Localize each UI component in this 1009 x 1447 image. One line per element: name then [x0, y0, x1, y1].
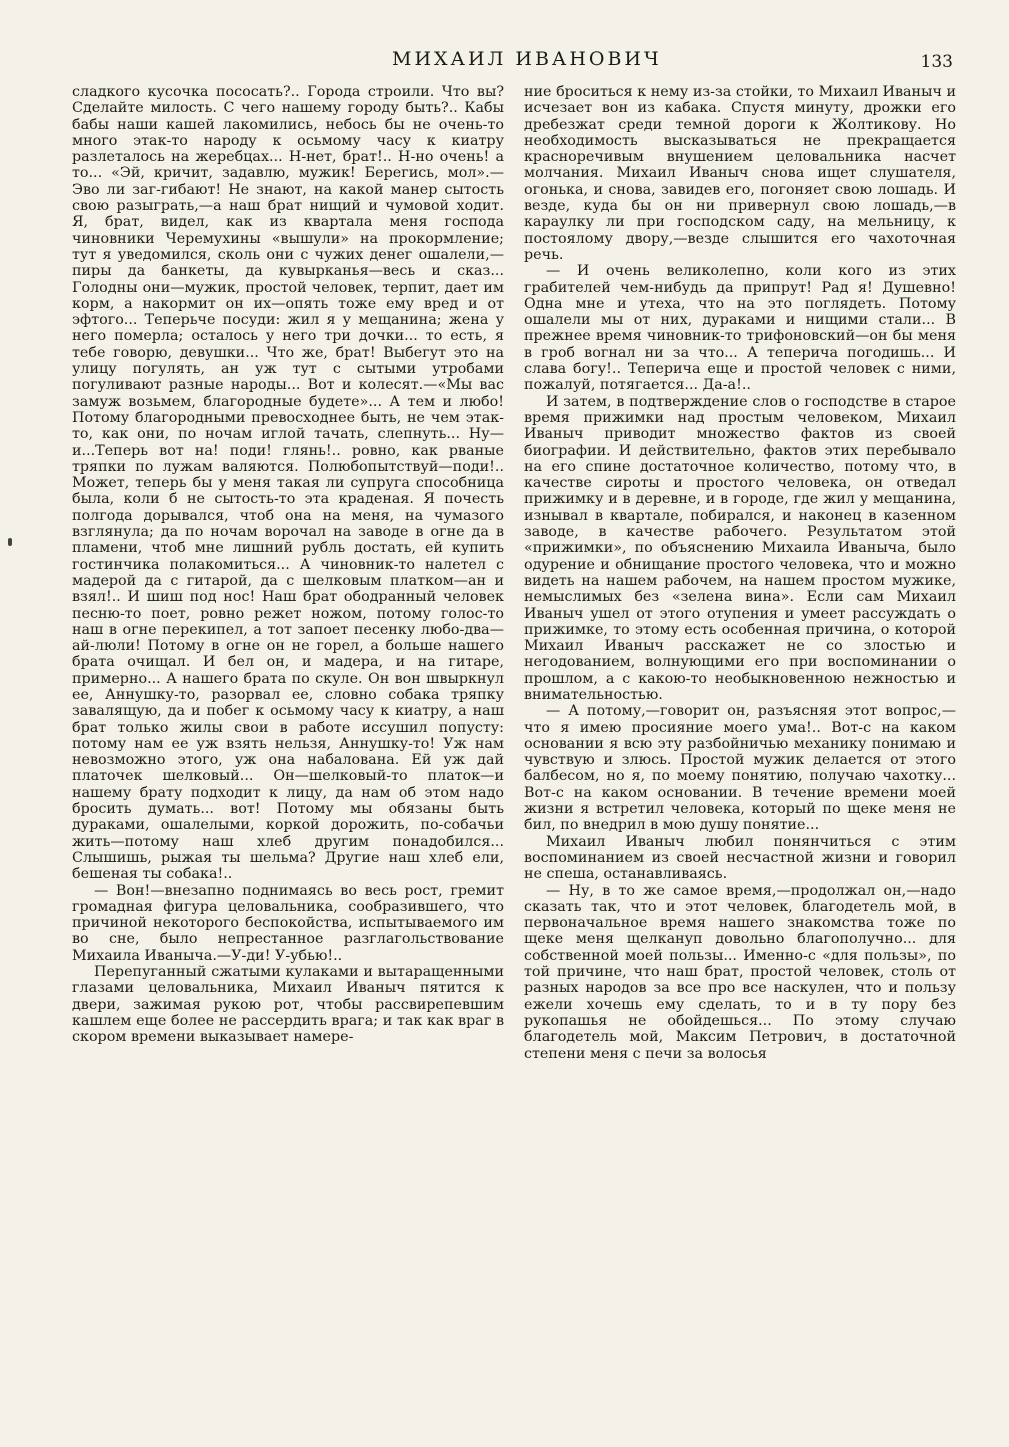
running-title: МИХАИЛ ИВАНОВИЧ: [392, 48, 662, 70]
paragraph: ние броситься к нему из-за стойки, то Михаил Иваныч и исчезает вон из кабака. Спустя минуту, дрожки его дребезжат среди темной дороги к Жолтикову. Но необходимость высказываться не прекращается красноречивым внушением целовальника насчет молчания. Михаил Иваныч снова ищет слушателя, огонька, и снова, завидев его, погоняет свою лошадь. И везде, куда бы он ни привернул свою лошадь,—в караулку ли при господском саду, на мельницу, к постоялому двору,—везде слышится его чахоточная речь.: [524, 84, 956, 263]
paragraph: — И очень великолепно, коли кого из этих грабителей чем-нибудь да припрут! Рад я! Душевно! Одна мне и утеха, что на это поглядеть. Потому ошалели мы от них, дураками и нищими стали... В прежнее время чиновник-то трифоновский—он бы меня в гроб вогнал ни за что... А теперича погодишь... И слава богу!.. Теперича еще и простой человек с ними, пожалуй, потягается... Да-а!..: [524, 263, 956, 394]
paragraph: сладкого кусочка пососать?.. Города строили. Что вы? Сделайте милость. С чего нашему городу быть?.. Кабы бабы наши кашей лакомились, небось бы не очень-то много этак-то народу к осьмому часу к киатру разлеталось на жеребцах... Н-нет, брат!.. Н-но очень! а то... «Эй, кричит, задавлю, мужик! Берегись, мол».—Эво ли заг-гибают! Не знают, на какой манер сытость свою разыграть,—а наш брат нищий и чумовой ходит. Я, брат, видел, как из квартала меня господа чиновники Черемухины «вышули» на прокормление; тут я уведомился, сколь они с чужих денег ошалели,— пиры да банкеты, да кувырканья—весь и сказ... Голодны они—мужик, простой человек, терпит, дает им корм, а накормит он их—опять тоже ему вред и от эфтого... Теперьче посуди: жил я у мещанина; жена у него померла; осталось у него три дочки... то есть, я тебе говорю, девушки... Что же, брат! Выбегут это на улицу погулять, ан уж тут с сытыми утробами погуливают разные народы... Вот и колесят.—«Мы вас замуж возьмем, благородные будете»... А тем и любо! Потому благородными превосходнее быть, не чем этак-то, как они, по ночам иглой тачать, слепнуть... Ну—и...Теперь вот на! поди! глянь!.. ровно, как рваные тряпки по лужам валяются. Полюбопытствуй—поди!.. Может, теперь бы у меня такая ли супруга способница была, коли б не сытость-то эта краденая. Я почесть полгода дорывался, чтоб она на меня, на чумазого взглянула; да по ночам ворочал на заводе в огне да в пламени, чтоб мне лишний рубль достать, ей купить гостинчика полакомиться... А чиновник-то налетел с мадерой да с гитарой, да с шелковым платком—ан и взял!.. И шиш под нос! Наш брат ободранный человек песню-то поет, ровно режет ножом, потому голос-то наш в огне перекипел, а тот запоет песенку любо-два—ай-люли! Потому в огне он не горел, а больше нашего брата очищал. И бел он, и мадера, и на гитаре, примерно... А нашего брата по скуле. Он вон швыркнул ее, Аннушку-то, разорвал ее, словно собака тряпку завалящую, да и побег к осьмому часу к киатру, а наш брат только жилы свои в работе иссушил попусту: потому нам ее уж взять нельзя, Аннушку-то! Уж нам невозможно этого, уж она набалована. Ей уж дай платочек шелковый... Он—шелковый-то платок—и нашему брату подходит к лицу, да нам об этом надо бросить думать... вот! Потому мы обязаны быть дураками, ошалелыми, коркой дорожить, по-собачьи жить—потому наш хлеб другим понадобился... Слышишь, рыжая ты шельма? Другие наш хлеб ели, бешеная ты собака!..: [72, 84, 504, 883]
paragraph: Михаил Иваныч любил понянчиться с этим воспоминанием из своей несчастной жизни и говорил не спеша, останавливаясь.: [524, 833, 956, 883]
paragraph: Перепуганный сжатыми кулаками и вытаращенными глазами целовальника, Михаил Иваныч пятится к двери, зажимая рукою рот, чтобы рассвирепевшим кашлем еще более не рассердить врага; и так как враг в скором времени выказывает намере-: [72, 964, 504, 1046]
paragraph: И затем, в подтверждение слов о господстве в старое время прижимки над простым человеком, Михаил Иваныч приводит множество фактов из своей биографии. И действительно, фактов этих перебывало на его спине достаточное количество, потому что, в качестве сироты и простого человека, он отведал прижимку и в деревне, и в городе, где жил у мещанина, изнывал в квартале, побирался, и наконец в казенном заводе, в качестве рабочего. Результатом этой «прижимки», по объяснению Михаила Иваныча, было одурение и обнищание простого человека, что и можно видеть на нашем рабочем, на нашем простом мужике, немыслимых без «зелена вина». Если сам Михаил Иваныч ушел от этого отупения и умеет рассуждать о прижимке, то этому есть особенная причина, о которой Михаил Иваныч расскажет не со злостью и негодованием, волнующими его при воспоминании о прошлом, а с какою-то необыкновенною нежностью и внимательностью.: [524, 393, 956, 703]
right-column: [524, 84, 956, 1062]
paragraph: — А потому,—говорит он, разъясняя этот вопрос,—что я имею просияние моего ума!.. Вот-с на каком основании я всю эту разбойничью механику понимаю и чувствую и злюсь. Простой мужик делается от этого балбесом, но я, по моему понятию, получаю чахотку... Вот-с на каком основании. В течение времени моей жизни я встретил человека, который по щеке меня не бил, по внедрил в мою душу понятие...: [524, 703, 956, 834]
paragraph: — Вон!—внезапно поднимаясь во весь рост, гремит громадная фигура целовальника, сообразившего, что причиной некоторого беспокойства, испытываемого им во сне, было непрестанное разглагольствование Михаила Иваныча.—У-ди! У-убью!..: [72, 882, 504, 964]
left-column: [72, 84, 504, 1062]
margin-mark: [8, 538, 12, 546]
paragraph: — Ну, в то же самое время,—продолжал он,—надо сказать так, что и этот человек, благодетель мой, в первоначальное время нашего знакомства тоже по щеке меня щелкануп довольно благополучно... для собственной моей пользы... Именно-с «для пользы», по той причине, что наш брат, простой человек, столь от разных народов за все про все наскулен, что и пользу ежели хочешь ему сделать, то и в ту пору без рукопашья не обойдешься... По этому случаю благодетель мой, Максим Петрович, в достаточной степени меня с печи за волосья: [524, 882, 956, 1062]
text-columns: [72, 84, 957, 1062]
page-number: 133: [920, 52, 953, 72]
running-header: [72, 44, 957, 84]
